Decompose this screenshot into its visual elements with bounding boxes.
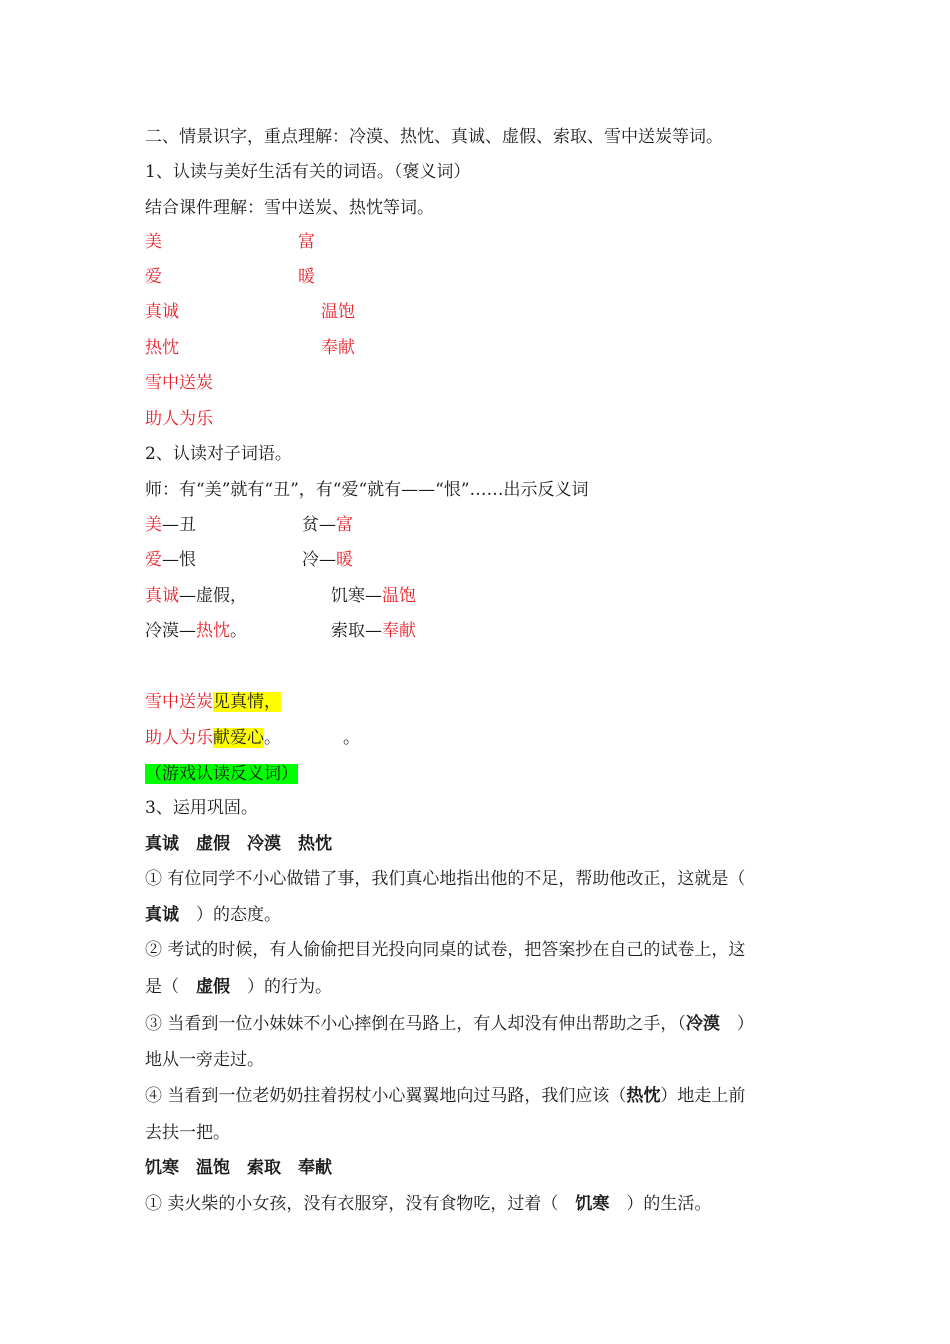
question-5-line1 [145,1192,711,1216]
question-text: 是（ [145,977,196,997]
pair-word: 冷— [302,550,336,570]
phrase-end: 。 [264,728,281,748]
question-1-line1: ① 有位同学不小心做错了事，我们真心地指出他的不足，帮助他改正，这就是（ [145,869,746,889]
question-2-line2 [145,975,332,999]
phrase-highlight: 见真情， [213,692,281,712]
pair-word: —丑 [162,515,196,535]
word-row-4 [145,336,355,360]
pair-word: 暖 [336,550,353,570]
pair-word: 真诚 [145,586,179,606]
section2-title: 2、认读对子词语。 [145,444,292,464]
question-text: ）的生活。 [609,1194,712,1214]
answer: 饥寒 [575,1194,610,1214]
word: 温饱 [321,302,355,322]
phrase-row-2 [145,726,360,750]
question-text: ）的态度。 [179,905,281,925]
pair-word: 温饱 [382,586,416,606]
word-group-2: 饥寒 温饱 索取 奉献 [145,1158,332,1178]
question-4-line1 [145,1084,745,1108]
pair-word: —虚假， [179,586,247,606]
word: 热忱 [145,338,179,358]
pair-word: —恨 [162,550,196,570]
section1-intro: 结合课件理解：雪中送炭、热忱等词。 [145,198,434,218]
phrase-row-1 [145,690,281,714]
phrase-dot: 。 [343,728,360,748]
game-note-row [145,762,298,786]
section1-title: 1、认读与美好生活有关的词语。（褒义词） [145,162,471,182]
word: 富 [298,232,315,252]
answer: 虚假 [196,977,230,997]
question-3-line2: 地从一旁走过。 [145,1050,264,1070]
phrase-highlight: 献爱心 [213,728,264,748]
game-note: （游戏认读反义词） [145,764,298,784]
question-text: ） [719,1014,754,1034]
pair-row-1 [145,513,353,537]
answer: 冷漠 [685,1014,720,1034]
question-4-line2: 去扶一把。 [145,1123,230,1143]
pair-word: 美 [145,515,162,535]
pair-word: 贫— [302,515,336,535]
section3-title: 3、运用巩固。 [145,798,258,818]
word-row-6: 助人为乐 [145,409,213,429]
pair-word: 饥寒— [331,586,382,606]
question-1-line2 [145,903,281,927]
question-text: ① 卖火柴的小女孩，没有衣服穿，没有食物吃，过着（ [145,1194,576,1214]
phrase-red: 雪中送炭 [145,692,213,712]
answer: 热忱 [626,1086,661,1106]
section2-intro: 师：有“美”就有“丑”，有“爱“就有——“恨”……出示反义词 [145,480,589,500]
word-row-5: 雪中送炭 [145,373,213,393]
question-text: ④ 当看到一位老奶奶拄着拐杖小心翼翼地向过马路，我们应该（ [145,1086,627,1106]
pair-word: 奉献 [382,621,416,641]
pair-word: 索取— [331,621,382,641]
pair-row-4 [145,619,416,643]
word: 真诚 [145,302,179,322]
question-text: ）地走上前 [660,1086,746,1106]
pair-word: 热忱 [196,621,230,641]
pair-word: 爱 [145,550,162,570]
pair-word: 富 [336,515,353,535]
phrase-red: 助人为乐 [145,728,213,748]
word-row-2 [145,265,315,289]
question-2-line1: ② 考试的时候，有人偷偷把目光投向同桌的试卷，把答案抄在自己的试卷上，这 [145,940,746,960]
word: 暖 [298,267,315,287]
answer: 真诚 [145,905,179,925]
word-row-1 [145,230,315,254]
question-text: ）的行为。 [230,977,332,997]
word: 美 [145,232,162,252]
pair-word: 。 [230,621,247,641]
word: 爱 [145,267,162,287]
word-group-1: 真诚 虚假 冷漠 热忱 [145,834,332,854]
word-row-3 [145,300,355,324]
pair-row-3 [145,584,416,608]
question-text: ③ 当看到一位小妹妹不小心摔倒在马路上，有人却没有伸出帮助之手，（ [145,1014,686,1034]
pair-row-2 [145,548,353,572]
pair-word: 冷漠— [145,621,196,641]
question-3-line1 [145,1012,754,1036]
section-heading: 二、情景识字，重点理解：冷漠、热忱、真诚、虚假、索取、雪中送炭等词。 [145,127,723,147]
word: 奉献 [321,338,355,358]
